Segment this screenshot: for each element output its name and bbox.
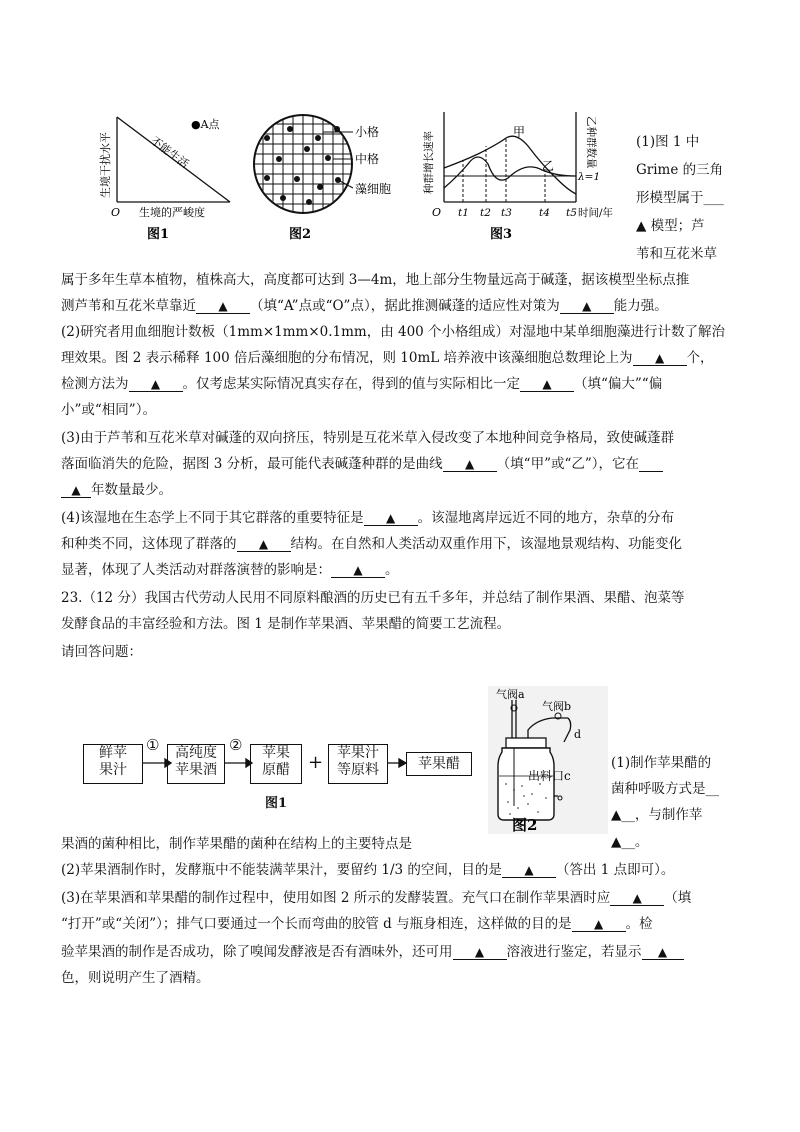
bottle-caption: 图2 — [512, 816, 538, 834]
answer-blank: ▲ — [502, 863, 556, 878]
q22-line-10 — [61, 506, 674, 526]
answer-blank: ▲ — [560, 299, 614, 314]
fig1-diagonal-label: 不能生活 — [148, 134, 192, 171]
q23-prompt: 请回答问题： — [61, 644, 142, 660]
q22-line-6: 小”或“相同”）。 — [61, 402, 156, 418]
fig3-origin: O — [432, 206, 442, 219]
bottle-valve-b-label: 气阀b — [542, 700, 572, 713]
text-span: 。该湿地离岸远近不同的地方，杂草的分布 — [417, 510, 675, 526]
text-span: 能力强。 — [613, 298, 668, 314]
text-span: 。 — [385, 562, 399, 578]
flow-box-line: 苹果酒 — [175, 762, 217, 778]
q23-side-line-4: ▲__。 — [611, 834, 649, 850]
fig1-point-a: ●A点 — [191, 118, 220, 131]
q23-line-5 — [61, 940, 684, 960]
answer-blank: ▲ — [364, 511, 418, 526]
answer-blank: ▲ — [331, 563, 385, 578]
fig2-caption: 图2 — [289, 227, 312, 242]
fig3-caption: 图3 — [490, 227, 513, 242]
text-span: (2)苹果酒制作时，发酵瓶中不能装满苹果汁，要留约 1/3 的空间，目的是 — [61, 862, 502, 878]
text-span: （填“甲”或“乙”），它在 — [496, 456, 640, 472]
text-span: （填“偏大”“偏 — [574, 376, 663, 392]
fig2-medium-grid-label: 中格 — [355, 152, 380, 166]
text-span: 落面临消失的危险，据图 3 分析，最可能代表碱蓬种群的是曲线 — [61, 456, 443, 472]
flow-box-apple-vinegar — [406, 752, 472, 776]
fig3-curve-jia-label: 甲 — [513, 125, 526, 139]
q22-line-4 — [61, 346, 714, 366]
q22-line-3: (2)研究者用血细胞计数板（1mm×1mm×0.1mm，由 400 个小格组成）对湿地中某单细胞藻进行计数了解治 — [61, 324, 726, 340]
fig3-t2: t2 — [480, 207, 491, 219]
answer-blank: ▲ — [61, 483, 91, 498]
flow-step-2: ② — [229, 736, 243, 754]
fig3-left-y-label: 种群增长速率 — [423, 131, 435, 194]
fig3-t5: t5 — [566, 207, 577, 219]
flow-box-line: 鲜苹 — [99, 745, 127, 761]
figure-2 — [245, 112, 415, 244]
q23-line-2 — [61, 858, 674, 878]
flow-box-line: 果汁 — [99, 762, 127, 778]
text-span: 个， — [686, 350, 714, 366]
answer-blank: ▲ — [196, 299, 250, 314]
fig2-algae-cell-label: 藻细胞 — [355, 182, 392, 196]
flow-box-line: 苹果 — [262, 745, 290, 761]
figure-1 — [95, 112, 245, 244]
text-span: 。仅考虑某实际情况真实存在，得到的值与实际相比一定 — [182, 376, 520, 392]
flow-box-line: 苹果汁 — [337, 745, 379, 761]
q23-side-line-3: ▲__，与制作苹 — [611, 807, 703, 823]
flow-box-line: 高纯度 — [175, 745, 217, 761]
text-span: 显著，体现了人类活动对群落演替的影响是： — [61, 562, 331, 578]
fig3-t1: t1 — [458, 207, 469, 219]
q22-line-12 — [61, 558, 399, 578]
text-span: “打开”或“关闭”）；排气口要通过一个长而弯曲的胶管 d 与瓶身相连，这样做的目的是 — [61, 916, 572, 932]
text-span: （答出 1 点即可）。 — [555, 862, 675, 878]
text-span: 。检 — [625, 916, 653, 932]
q23-side-line-2: 菌种呼吸方式是__ — [611, 781, 719, 797]
text-span: 溶液进行鉴定，若显示 — [506, 944, 642, 960]
bottle-d-label: d — [574, 728, 582, 741]
answer-blank: ▲ — [610, 891, 664, 906]
q22-side-line-4: ▲ 模型；芦 — [636, 218, 705, 234]
q22-side-line-3: 形模型属于___ — [636, 190, 724, 206]
answer-blank: ▲ — [642, 945, 684, 960]
answer-blank — [639, 457, 663, 472]
q23-side-line-1: (1)制作苹果醋的 — [611, 755, 712, 771]
text-span: 结构。在自然和人类活动双重作用下，该湿地景观结构、功能变化 — [290, 536, 682, 552]
q23-intro-1: 23.（12 分）我国古代劳动人民用不同原料酿酒的历史已有五千多年，并总结了制作果酒、果醋、泡菜等 — [61, 590, 685, 606]
flow-box-line: 原醋 — [262, 762, 290, 778]
q23-line-3 — [61, 886, 691, 906]
flow-box-line: 等原料 — [337, 762, 379, 778]
text-span: 测芦苇和互花米草靠近 — [61, 298, 196, 314]
fig3-t3: t3 — [501, 207, 512, 219]
figure-3 — [418, 106, 633, 244]
q22-line-8 — [61, 452, 663, 472]
answer-blank: ▲ — [520, 377, 574, 392]
q23-line-4 — [61, 912, 653, 932]
text-span: （填“A”点或“O”点），据此推测碱蓬的适应性对策为 — [250, 298, 560, 314]
q22-side-line-1: (1)图 1 中 — [636, 134, 700, 150]
text-span: 和种类不同，这体现了群落的 — [61, 536, 237, 552]
fig3-t4: t4 — [539, 207, 550, 219]
text-span: (3)在苹果酒和苹果醋的制作过程中，使用如图 2 所示的发酵装置。充气口在制作苹果酒时应 — [61, 890, 611, 906]
answer-blank: ▲ — [572, 917, 626, 932]
flow-step-1: ① — [146, 736, 160, 754]
bottle-outlet-label: 出料口c — [528, 769, 571, 783]
q22-line-9 — [61, 478, 172, 498]
fig3-x-axis-label: 时间/年 — [578, 207, 614, 219]
flow-plus: + — [308, 752, 324, 773]
answer-blank: ▲ — [237, 537, 291, 552]
fig1-x-axis-label: 生境的严峻度 — [139, 206, 205, 219]
flow-caption: 图1 — [265, 796, 288, 811]
fermentation-bottle-figure — [488, 686, 608, 834]
fig1-caption: 图1 — [147, 227, 170, 242]
text-span: (4)该湿地在生态学上不同于其它群落的重要特征是 — [61, 510, 364, 526]
q22-line-11 — [61, 532, 682, 552]
text-span: 理效果。图 2 表示稀释 100 倍后藻细胞的分布情况，则 10mL 培养液中该藻细胞总数理论上为 — [61, 350, 633, 366]
answer-blank: ▲ — [443, 457, 497, 472]
answer-blank: ▲ — [633, 351, 687, 366]
text-span: （填 — [664, 890, 692, 906]
bottle-valve-a-label: 气阀a — [496, 688, 525, 701]
text-span: 检测方法为 — [61, 376, 129, 392]
text-span: 年数量最少。 — [91, 482, 172, 498]
flow-box-fresh-juice — [83, 744, 143, 784]
fig2-small-grid-label: 小格 — [355, 125, 380, 139]
fig1-y-axis-label: 生境干扰水平 — [99, 132, 112, 198]
q22-line-7: (3)由于芦苇和互花米草对碱蓬的双向挤压，特别是互花米草入侵改变了本地种间竞争格局，致使碱蓬群 — [61, 430, 675, 446]
flow-box-line: 苹果醋 — [418, 756, 460, 772]
q23-intro-2: 发酵食品的丰富经验和方法。图 1 是制作苹果酒、苹果醋的简要工艺流程。 — [61, 616, 511, 632]
q23-line-1: 果酒的菌种相比，制作苹果醋的菌种在结构上的主要特点是 — [61, 836, 412, 852]
q22-line-1: 属于多年生草本植物，植株高大，高度都可达到 3—4m，地上部分生物量远高于碱蓬，据该模型坐标点推 — [61, 272, 690, 288]
q22-side-line-5: 苇和互花米草 — [636, 246, 717, 262]
q23-line-6: 色，则说明产生了酒精。 — [61, 970, 210, 986]
fig3-right-y-label: 乙种群数量 — [585, 116, 597, 169]
fig3-curve-yi-label: 乙 — [542, 159, 555, 173]
text-span: 验苹果酒的制作是否成功，除了嗅闻发酵液是否有酒味外，还可用 — [61, 944, 453, 960]
fig1-origin: O — [111, 206, 121, 219]
q22-line-5 — [61, 372, 662, 392]
q22-side-line-2: Grime 的三角 — [636, 162, 724, 178]
answer-blank: ▲ — [129, 377, 183, 392]
flow-arrows — [141, 755, 411, 775]
answer-blank: ▲ — [453, 945, 507, 960]
q22-line-2 — [61, 294, 668, 314]
fig3-lambda-label: λ=1 — [578, 171, 601, 183]
